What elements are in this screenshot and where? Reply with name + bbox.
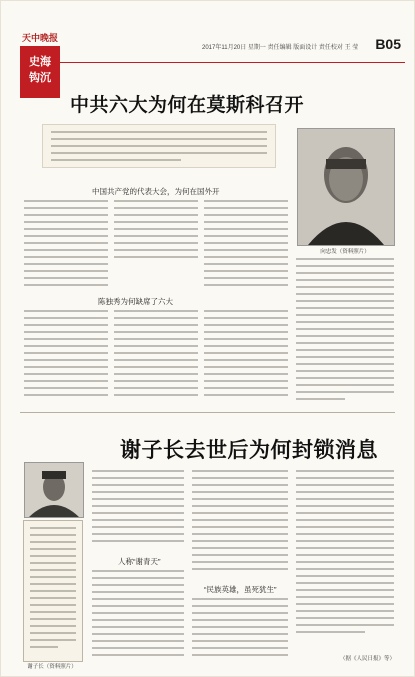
article1-col4	[24, 310, 108, 402]
quote-text	[30, 527, 76, 655]
article2-col2	[92, 570, 184, 665]
intro-text	[51, 131, 267, 163]
section-label-line2: 钩沉	[29, 72, 51, 84]
article2-photo-caption: 谢子长（资料照片）	[27, 664, 77, 670]
article1-headline: 中共六大为何在莫斯科召开	[70, 95, 305, 116]
article1-right-col	[296, 258, 394, 408]
dateline: 2017年11月20日 星期一 责任编辑 版面设计 责任校对 王 莹	[202, 45, 359, 51]
section-label-line1: 史海	[29, 56, 51, 68]
article1-col1	[24, 200, 108, 295]
header-rule	[20, 62, 405, 63]
article1-subhead1: 中国共产党的代表大会，为何在国外开	[92, 187, 220, 196]
article2-credit: （据《人民日报》等）	[339, 656, 395, 662]
article2-photo	[24, 462, 84, 518]
article2-quote-box	[23, 520, 83, 662]
page-header	[20, 28, 405, 62]
article1-photo	[297, 128, 395, 246]
article-divider	[20, 412, 395, 413]
article2-headline: 谢子长去世后为何封锁消息	[120, 439, 378, 462]
article2-col4	[192, 598, 288, 666]
article1-intro	[42, 124, 276, 168]
article2-col5	[296, 470, 394, 646]
paper-name: 天中晚报	[22, 33, 59, 43]
article2-col3	[192, 470, 288, 580]
article1-photo-caption: 向忠发（资料照片）	[320, 249, 370, 255]
article1-subhead2: 陈独秀为何缺席了六大	[98, 297, 173, 306]
article1-col5	[114, 310, 198, 402]
article2-subhead1: 人称“谢青天”	[118, 557, 161, 566]
article2-col1	[92, 470, 184, 550]
article1-col2	[114, 200, 198, 268]
article1-col3	[204, 200, 288, 295]
article1-col6	[204, 310, 288, 402]
page-number: B05	[375, 36, 401, 52]
section-label	[20, 46, 60, 98]
article2-subhead2: “民族英雄，虽死犹生”	[204, 585, 277, 594]
